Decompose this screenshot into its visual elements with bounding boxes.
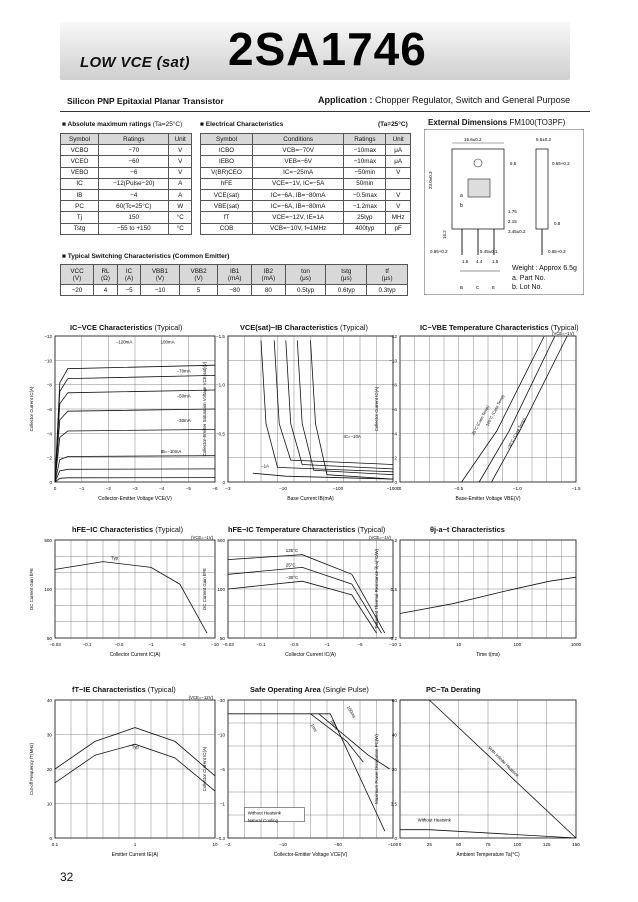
dim-label: 2.15 bbox=[508, 219, 517, 224]
dim-label: 23.0±0.3 bbox=[428, 171, 433, 189]
y-tick-label: −1.0 bbox=[215, 382, 225, 388]
curve-label: −50mA bbox=[176, 393, 191, 399]
c7-plot bbox=[25, 694, 227, 860]
y-tick-label: 20 bbox=[391, 767, 397, 772]
x-tick-label: 0.1 bbox=[51, 842, 59, 847]
x-axis-label: Collector-Emitter Voltage VCE(V) bbox=[98, 496, 172, 502]
table-cell: 80 bbox=[252, 285, 286, 296]
dim-label: 0.8 bbox=[554, 221, 561, 226]
table-cell: A bbox=[169, 189, 192, 200]
table-cell: V bbox=[386, 189, 411, 200]
x-tick-label: −10 bbox=[211, 642, 219, 647]
chart7-title: fT−IE Characteristics (Typical) bbox=[72, 685, 176, 694]
y-tick-label: 100 bbox=[44, 587, 52, 592]
table-cell: 0.5typ bbox=[285, 285, 326, 296]
table-header: VBB1 (V) bbox=[141, 265, 180, 285]
y-tick-label: −5 bbox=[219, 767, 225, 772]
x-tick-label: −6 bbox=[212, 486, 218, 491]
table-cell: −10max bbox=[344, 156, 386, 167]
table-cell: IC=−6A, IB=−80mA bbox=[253, 189, 344, 200]
y-tick-label: 2 bbox=[394, 538, 397, 543]
table-cell: °C bbox=[169, 212, 192, 223]
x-tick-label: 0 bbox=[398, 842, 402, 847]
table-cell: Tstg bbox=[61, 223, 99, 234]
y-tick-label: 100 bbox=[217, 587, 225, 592]
x-tick-label: 10 bbox=[212, 842, 218, 847]
table-cell: COB bbox=[201, 223, 253, 234]
abs-max-table bbox=[60, 133, 192, 235]
y-tick-label: 0 bbox=[394, 836, 397, 841]
table-header: Symbol bbox=[201, 134, 253, 145]
table-header: Unit bbox=[386, 134, 411, 145]
curve-label: 125°C (Case Temp) bbox=[484, 393, 506, 427]
c9-plot bbox=[370, 694, 588, 860]
x-tick-label: 150 bbox=[572, 842, 580, 847]
c3-plot bbox=[370, 330, 588, 504]
x-tick-label: −0.5 bbox=[454, 486, 464, 491]
chart2-title: VCE(sat)−IB Characteristics (Typical) bbox=[240, 323, 368, 332]
y-tick-label: −1 bbox=[219, 801, 225, 807]
y-tick-label: −6 bbox=[46, 407, 52, 412]
svg-text:a: a bbox=[460, 193, 463, 199]
y-axis-label: Collector Current IC(A) bbox=[202, 746, 207, 792]
elec-title: ■ Electrical Characteristics bbox=[200, 121, 284, 128]
x-axis-label: Collector Current IC(A) bbox=[285, 652, 336, 658]
table-header: VCC (V) bbox=[61, 265, 94, 285]
dim-label: 5.5 bbox=[510, 161, 517, 166]
x-tick-label: −1 bbox=[79, 486, 85, 491]
curve-label: 100ms bbox=[345, 704, 357, 719]
y-axis-label: Maximum Power Dissipation PC(W) bbox=[374, 734, 379, 804]
x-tick-label: 50 bbox=[456, 842, 462, 847]
x-tick-label: −1.5 bbox=[571, 486, 581, 491]
x-tick-label: 1 bbox=[398, 642, 402, 647]
x-axis-label: Base Current IB(mA) bbox=[287, 496, 334, 502]
table-cell: V bbox=[169, 156, 192, 167]
table-cell: 0.6typ bbox=[326, 285, 367, 296]
x-tick-label: −0.1 bbox=[256, 642, 266, 647]
curve-label: −1A bbox=[261, 463, 269, 469]
table-cell: 150 bbox=[99, 212, 169, 223]
y-tick-label: 3.5 bbox=[390, 801, 397, 807]
table-cell: ICBO bbox=[201, 145, 253, 156]
table-header: Unit bbox=[169, 134, 192, 145]
table-cell: MHz bbox=[386, 212, 411, 223]
part-number: 2SA1746 bbox=[228, 23, 427, 75]
table-header: RL (Ω) bbox=[93, 265, 117, 285]
table-header: tstg (μs) bbox=[326, 265, 367, 285]
table-cell: −20 bbox=[61, 285, 94, 296]
table-cell: Tj bbox=[61, 212, 99, 223]
table-cell: −12(Pulse−20) bbox=[99, 178, 169, 189]
y-tick-label: −2 bbox=[46, 455, 52, 461]
chart4-title: hFE−IC Characteristics (Typical) bbox=[72, 525, 184, 534]
x-tick-label: −5 bbox=[185, 486, 191, 491]
y-tick-label: 0 bbox=[222, 480, 225, 485]
table-cell: 5 bbox=[179, 285, 218, 296]
y-tick-label: −10 bbox=[217, 732, 225, 738]
x-tick-label: 100 bbox=[513, 642, 522, 647]
y-tick-label: −8 bbox=[46, 382, 52, 388]
table-cell: IB bbox=[61, 189, 99, 200]
curve-label: 125°C bbox=[285, 547, 299, 553]
y-axis-label: DC Current Gain hFE bbox=[29, 568, 34, 610]
table-cell: VEBO bbox=[61, 167, 99, 178]
dim-label: 3.45±0.2 bbox=[508, 229, 526, 234]
x-tick-label: −10 bbox=[279, 486, 287, 491]
chart-condition: (VCE=−12V) bbox=[188, 695, 213, 700]
y-tick-label: 50 bbox=[219, 636, 225, 641]
svg-text:b: b bbox=[460, 203, 463, 209]
curve-label: IB=−10mA bbox=[160, 448, 182, 454]
x-tick-label: −5 bbox=[357, 642, 363, 647]
x-tick-label: −10 bbox=[389, 642, 397, 647]
table-cell: °C bbox=[169, 223, 192, 234]
table-cell: VEB=−6V bbox=[253, 156, 344, 167]
curve-label: −30°C bbox=[285, 575, 299, 581]
x-tick-label: −0.5 bbox=[289, 642, 299, 647]
device-type: Silicon PNP Epitaxial Planar Transistor bbox=[67, 96, 224, 106]
y-tick-label: 50 bbox=[46, 636, 52, 641]
table-cell: V(BR)CEO bbox=[201, 167, 253, 178]
x-tick-label: 125 bbox=[542, 842, 551, 847]
table-cell: −50min bbox=[344, 167, 386, 178]
table-cell: V bbox=[169, 167, 192, 178]
table-cell: A bbox=[169, 178, 192, 189]
table-cell: VCEO bbox=[61, 156, 99, 167]
y-tick-label: 0.2 bbox=[390, 636, 397, 641]
dim-label: 15.6±0.2 bbox=[464, 137, 482, 142]
curve-label: With Infinite Heatsink bbox=[487, 745, 520, 779]
table-cell: 400typ bbox=[344, 223, 386, 234]
page-number: 32 bbox=[60, 870, 74, 884]
x-axis-label: Collector-Emitter Voltage VCE(V) bbox=[273, 852, 348, 858]
x-tick-label: −0.03 bbox=[222, 642, 234, 647]
table-header: ton (μs) bbox=[285, 265, 326, 285]
chart6-title: θj-a−t Characteristics bbox=[430, 525, 505, 534]
c6-plot bbox=[370, 534, 588, 660]
x-tick-label: −1 bbox=[148, 642, 154, 647]
y-tick-label: −30 bbox=[217, 698, 225, 703]
table-cell: −60 bbox=[99, 156, 169, 167]
table-cell: IEBO bbox=[201, 156, 253, 167]
table-cell: VCE(sat) bbox=[201, 189, 253, 200]
y-tick-label: 10 bbox=[46, 801, 52, 807]
table-cell: V bbox=[386, 201, 411, 212]
x-tick-label: −5 bbox=[180, 642, 186, 647]
table-cell: −0.5max bbox=[344, 189, 386, 200]
y-tick-label: 500 bbox=[217, 538, 225, 543]
table-header: Conditions bbox=[253, 134, 344, 145]
curve-label: Natural Cooling bbox=[247, 818, 279, 824]
y-tick-label: −8 bbox=[391, 382, 397, 388]
x-tick-label: 1000 bbox=[570, 642, 582, 647]
chart5-title: hFE−IC Temperature Characteristics (Typical) bbox=[228, 525, 386, 534]
x-tick-label: −2 bbox=[225, 842, 231, 847]
x-tick-label: −4 bbox=[159, 486, 165, 491]
chart9-title: PC−Ta Derating bbox=[426, 685, 481, 694]
table-cell: V bbox=[386, 167, 411, 178]
c4-plot bbox=[25, 534, 227, 660]
dim-label: 0.65+0.2 bbox=[552, 161, 570, 166]
table-cell: IC=−6A, IB=−80mA bbox=[253, 201, 344, 212]
table-header: Ratings bbox=[344, 134, 386, 145]
table-cell: −55 to +150 bbox=[99, 223, 169, 234]
y-axis-label: DC Current Gain hFE bbox=[202, 568, 207, 610]
table-cell: −6 bbox=[99, 167, 169, 178]
y-tick-label: 40 bbox=[391, 732, 397, 738]
ext-notes: Weight : Approx 6.5g a. Part No. b. Lot No. bbox=[512, 265, 577, 291]
table-header: IB1 (mA) bbox=[218, 265, 252, 285]
chart-condition: (VCE=−1V) bbox=[552, 331, 574, 336]
x-tick-label: −3 bbox=[132, 486, 138, 491]
table-header: Symbol bbox=[61, 134, 99, 145]
table-cell: fT bbox=[201, 212, 253, 223]
table-cell: μA bbox=[386, 156, 411, 167]
y-axis-label: Collector Current IC(A) bbox=[29, 386, 34, 432]
y-tick-label: −4 bbox=[46, 431, 52, 437]
table-cell: −10 bbox=[141, 285, 180, 296]
table-cell bbox=[386, 178, 411, 189]
table-cell: −10max bbox=[344, 145, 386, 156]
dim-label: 1.6 bbox=[462, 259, 469, 264]
table-header: tf (μs) bbox=[367, 265, 408, 285]
x-axis-label: Emitter Current IE(A) bbox=[111, 852, 159, 858]
dim-label: 0.65+0.2 bbox=[548, 249, 566, 254]
abs-max-title: ■ Absolute maximum ratings (Ta=25°C) bbox=[62, 121, 183, 128]
table-cell: hFE bbox=[201, 178, 253, 189]
chart1-title: IC−VCE Characteristics (Typical) bbox=[70, 323, 183, 332]
chart-condition: (VCE=−1V) bbox=[369, 535, 391, 540]
application-line: Application : Chopper Regulator, Switch and General Purpose bbox=[318, 95, 571, 105]
x-axis-label: Time t(ms) bbox=[476, 652, 500, 658]
y-tick-label: −4 bbox=[391, 431, 397, 437]
curve-label: −120mA bbox=[115, 339, 133, 345]
table-cell: −4 bbox=[99, 189, 169, 200]
pin-label: C bbox=[476, 285, 480, 290]
x-tick-label: −100 bbox=[387, 842, 399, 847]
curve-label: Typ bbox=[111, 555, 119, 561]
table-cell: VCE=−12V, IE=1A bbox=[253, 212, 344, 223]
curve-label: 100mA bbox=[160, 339, 175, 345]
y-axis-label: Cut-off Frequency fT(MHz) bbox=[29, 742, 34, 796]
dim-label: 0.65+0.2 bbox=[430, 249, 448, 254]
x-tick-label: 1 bbox=[133, 842, 137, 847]
table-cell: IC bbox=[61, 178, 99, 189]
x-tick-label: −0.1 bbox=[82, 642, 92, 647]
y-tick-label: 500 bbox=[44, 538, 52, 543]
y-tick-label: 40 bbox=[46, 698, 52, 703]
switching-title: ■ Typical Switching Characteristics (Common Emitter) bbox=[62, 253, 230, 260]
x-tick-label: 10 bbox=[456, 642, 462, 647]
table-cell: VBE(sat) bbox=[201, 201, 253, 212]
pin-label: E bbox=[492, 285, 496, 290]
y-tick-label: −10 bbox=[44, 358, 52, 364]
y-tick-label: −0.5 bbox=[215, 431, 225, 437]
table-cell: pF bbox=[386, 223, 411, 234]
dim-label: 5.5±0.2 bbox=[536, 137, 551, 142]
curve-label: IC=−10A bbox=[343, 434, 361, 440]
curve-label: 25°C bbox=[285, 562, 296, 568]
switching-table bbox=[60, 264, 408, 296]
table-cell: VCBO bbox=[61, 145, 99, 156]
x-tick-label: −100 bbox=[332, 486, 344, 491]
chart8-title: Safe Operating Area (Single Pulse) bbox=[250, 685, 369, 694]
x-tick-label: 75 bbox=[485, 842, 491, 847]
x-axis-label: Ambient Temperature Ta(°C) bbox=[456, 852, 520, 858]
y-tick-label: −10 bbox=[389, 358, 397, 364]
x-tick-label: −3 bbox=[225, 486, 231, 491]
curve-label: 25°C (Case Temp) bbox=[470, 404, 491, 436]
curve-label: 1ms bbox=[309, 722, 319, 733]
table-cell: 25typ bbox=[344, 212, 386, 223]
table-cell: 60(Tc=25°C) bbox=[99, 201, 169, 212]
table-cell: VCE=−1V, IC=−5A bbox=[253, 178, 344, 189]
y-axis-label: Transient Thermal Resistance θj-a(°C/W) bbox=[374, 548, 379, 630]
y-tick-label: 0 bbox=[49, 480, 52, 485]
x-tick-label: −50 bbox=[334, 842, 342, 847]
y-tick-label: 30 bbox=[46, 732, 52, 738]
table-header: VBB2 (V) bbox=[179, 265, 218, 285]
table-cell: VCB=−10V, f=1MHz bbox=[253, 223, 344, 234]
header-rule bbox=[60, 111, 590, 112]
dim-label: 1.5 bbox=[492, 259, 499, 264]
pin-label: B bbox=[460, 285, 464, 290]
table-header: Ratings bbox=[99, 134, 169, 145]
x-tick-label: −0.03 bbox=[49, 642, 61, 647]
table-cell: −1.2max bbox=[344, 201, 386, 212]
elec-table bbox=[200, 133, 411, 235]
curve-label: −30°C (Case Temp) bbox=[505, 416, 527, 451]
x-tick-label: −10 bbox=[279, 842, 287, 847]
curve-label: −30mA bbox=[176, 418, 191, 424]
x-tick-label: −1.0 bbox=[512, 486, 522, 491]
y-tick-label: 0 bbox=[394, 480, 397, 485]
x-tick-label: 25 bbox=[426, 842, 432, 847]
y-tick-label: −12 bbox=[44, 334, 52, 339]
table-cell: −70 bbox=[99, 145, 169, 156]
x-tick-label: −1 bbox=[324, 642, 330, 647]
chart-condition: (VCE=−1V) bbox=[191, 535, 213, 540]
ext-dim-title: External Dimensions FM100(TO3PF) bbox=[428, 118, 566, 127]
table-cell: VCB=−70V bbox=[253, 145, 344, 156]
x-tick-label: 0 bbox=[398, 486, 402, 491]
table-cell: −80 bbox=[218, 285, 252, 296]
table-cell: μA bbox=[386, 145, 411, 156]
table-cell: PC bbox=[61, 201, 99, 212]
table-cell: 4 bbox=[93, 285, 117, 296]
y-tick-label: 20 bbox=[46, 767, 52, 772]
dim-label: 5.45±0.1 bbox=[480, 249, 498, 254]
x-tick-label: 0 bbox=[53, 486, 57, 491]
y-tick-label: −2 bbox=[391, 455, 397, 461]
table-cell: 0.3typ bbox=[367, 285, 408, 296]
table-header: IC (A) bbox=[118, 265, 141, 285]
y-tick-label: −12 bbox=[389, 334, 397, 339]
table-cell: W bbox=[169, 201, 192, 212]
dim-label: 1.75 bbox=[508, 209, 517, 214]
y-tick-label: −6 bbox=[391, 407, 397, 412]
curve-label: Without Heatsink bbox=[247, 810, 281, 816]
product-subtitle: LOW VCE (sat) bbox=[80, 54, 190, 71]
y-axis-label: Collector-Emitter Saturation Voltage VCE(sat)(V) bbox=[202, 361, 207, 457]
dim-label: 4.4 bbox=[476, 259, 483, 264]
curve-label: 10ms bbox=[329, 718, 340, 731]
y-tick-label: −0.3 bbox=[215, 836, 225, 841]
curve-label: Without Heatsink bbox=[417, 817, 451, 823]
curve-label: −70mA bbox=[176, 368, 191, 374]
x-axis-label: Base-Emitter Voltage VBE(V) bbox=[455, 496, 521, 502]
chart3-title: IC−VBE Temperature Characteristics (Typical) bbox=[420, 323, 579, 332]
table-cell: 50min bbox=[344, 178, 386, 189]
y-tick-label: 0.5 bbox=[390, 587, 397, 592]
c1-plot bbox=[25, 330, 227, 504]
x-tick-label: −0.5 bbox=[114, 642, 124, 647]
x-axis-label: Collector Current IC(A) bbox=[109, 652, 161, 658]
x-tick-label: −1000 bbox=[386, 486, 400, 491]
y-tick-label: −1.5 bbox=[215, 334, 225, 339]
y-tick-label: 0 bbox=[49, 836, 52, 841]
x-tick-label: 100 bbox=[513, 842, 522, 847]
table-header: IB2 (mA) bbox=[252, 265, 286, 285]
dim-label: 16.2 bbox=[442, 230, 447, 239]
y-axis-label: Collector Current IC(A) bbox=[374, 386, 379, 432]
elec-cond: (Ta=25°C) bbox=[378, 121, 408, 128]
table-cell: −5 bbox=[118, 285, 141, 296]
curve-label: Typ bbox=[131, 744, 139, 750]
y-tick-label: 60 bbox=[391, 698, 397, 703]
x-tick-label: −2 bbox=[105, 486, 111, 491]
table-cell: V bbox=[169, 145, 192, 156]
table-cell: IC=−25mA bbox=[253, 167, 344, 178]
